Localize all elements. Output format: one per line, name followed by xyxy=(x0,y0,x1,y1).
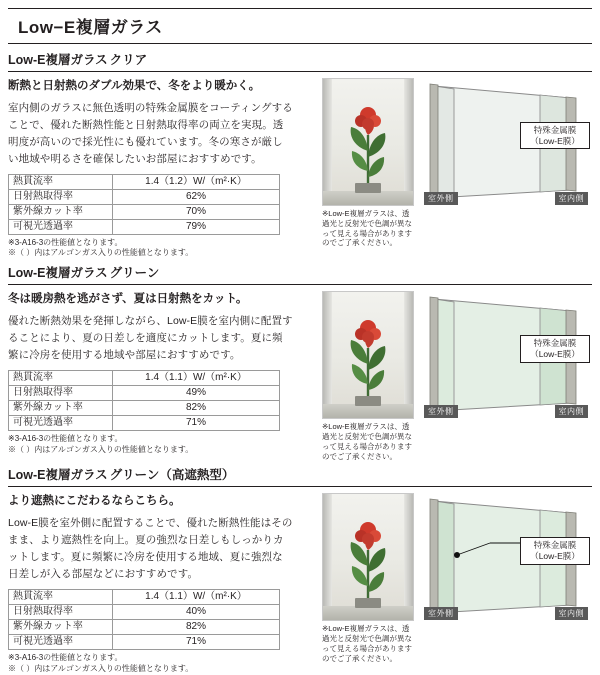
window-photo xyxy=(322,493,414,621)
spec-value: 1.4（1.1）W/（m²·K） xyxy=(113,589,280,604)
footnote: ※3-A16-3の性能値となります。 xyxy=(8,652,123,662)
page-title: Low−E複層ガラス xyxy=(18,18,163,37)
section-figure-column xyxy=(293,78,592,248)
document-page xyxy=(0,8,600,673)
spec-key: 可視光透過率 xyxy=(9,415,113,430)
section-description: 優れた断熱効果を発揮しながら、Low-E膜を室内側に配置することにより、夏の日差しを適度にカットします。夏に頻繁に冷房を使用する地域や部屋におすすめです。 xyxy=(8,314,293,361)
section-description: Low-E膜を室外側に配置することで、優れた断熱性能はそのまま、より遮熱性を向上。夏の強烈な日差しもしっかりカットします。夏に頻繁に冷房を使用する地域、夏に強烈な日差しが入る部屋などにおすすめです。 xyxy=(8,516,293,580)
window-photo xyxy=(322,291,414,419)
coating-label-line1: 特殊金属膜 xyxy=(533,125,577,135)
section-lead: 冬は暖房熱を逃がさず、夏は日射熱をカット。 xyxy=(8,293,248,306)
spec-key: 日射熱取得率 xyxy=(9,385,113,400)
spec-value: 1.4（1.2）W/（m²·K） xyxy=(113,174,280,189)
table-row xyxy=(9,589,280,604)
outside-tag: 室外側 xyxy=(424,192,458,205)
window-frame-right xyxy=(404,292,413,418)
window-photo-block xyxy=(322,78,414,248)
footnotes xyxy=(8,434,293,456)
section-heading xyxy=(8,263,592,285)
section-text-column xyxy=(8,291,293,455)
spec-value: 82% xyxy=(113,619,280,634)
photo-caption-note: ※Low-E複層ガラスは、透過光と反射光で色調が異なって見える場合がありますのでご了承ください。 xyxy=(322,422,412,461)
table-row xyxy=(9,634,280,649)
section-variant: グリーン（高遮熱型） xyxy=(109,468,235,483)
footnote: ※（ ）内はアルゴンガス入りの性能値となります。 xyxy=(8,663,194,673)
table-row xyxy=(9,619,280,634)
coating-label-line1: 特殊金属膜 xyxy=(533,540,577,551)
coating-label-line2: （Low-E膜） xyxy=(530,550,580,561)
table-row xyxy=(9,400,280,415)
footnote: ※3-A16-3の性能値となります。 xyxy=(8,433,123,443)
section-text-column xyxy=(8,493,293,674)
coating-label xyxy=(520,122,590,149)
glass-cross-section-diagram xyxy=(420,291,592,419)
section-variant: クリア xyxy=(109,53,148,67)
footnotes xyxy=(8,238,293,260)
spec-table xyxy=(8,589,280,650)
spec-key: 紫外線カット率 xyxy=(9,619,113,634)
window-frame-right xyxy=(404,79,413,205)
section-text-column xyxy=(8,78,293,259)
section-lead: より遮熱にこだわるならこちら。 xyxy=(8,495,181,508)
outside-tag: 室外側 xyxy=(424,607,458,620)
spec-value: 70% xyxy=(113,204,280,219)
photo-caption-note: ※Low-E複層ガラスは、透過光と反射光で色調が異なって見える場合がありますのでご了承ください。 xyxy=(322,624,412,663)
section-description: 室内側のガラスに無色透明の特殊金属膜をコーティングすることで、優れた断熱性能と日射熱取得率の両立を実現。透明度が高いので採光性にも優れています。冬の寒さが厳しい地域や明るさを確保したいお部屋におすすめです。 xyxy=(8,101,293,165)
inside-tag: 室内側 xyxy=(555,192,589,205)
plant-illustration xyxy=(337,91,399,195)
spec-value: 71% xyxy=(113,415,280,430)
section-name: Low-E複層ガラス xyxy=(8,53,108,67)
section-heading xyxy=(8,465,592,487)
spec-key: 熱貫流率 xyxy=(9,174,113,189)
window-frame-left xyxy=(323,494,332,620)
coating-label xyxy=(520,537,590,564)
spec-value: 40% xyxy=(113,604,280,619)
table-row xyxy=(9,370,280,385)
page-title-bar xyxy=(8,8,592,44)
footnote: ※（ ）内はアルゴンガス入りの性能値となります。 xyxy=(8,248,194,258)
section-lead: 断熱と日射熱のダブル効果で、冬をより暖かく。 xyxy=(8,80,261,92)
inside-tag: 室内側 xyxy=(555,405,589,418)
spec-key: 紫外線カット率 xyxy=(9,204,113,219)
table-row xyxy=(9,604,280,619)
spec-value: 79% xyxy=(113,219,280,234)
glass-cross-section-diagram xyxy=(420,493,592,621)
plant-illustration xyxy=(337,304,399,408)
footnote: ※（ ）内はアルゴンガス入りの性能値となります。 xyxy=(8,444,194,454)
spec-key: 熱貫流率 xyxy=(9,370,113,385)
section-heading xyxy=(8,50,592,72)
spec-key: 可視光透過率 xyxy=(9,219,113,234)
spec-key: 可視光透過率 xyxy=(9,634,113,649)
table-row xyxy=(9,415,280,430)
table-row xyxy=(9,219,280,234)
coating-label xyxy=(520,335,590,362)
spec-value: 82% xyxy=(113,400,280,415)
table-row xyxy=(9,189,280,204)
table-row xyxy=(9,204,280,219)
section-variant: グリーン xyxy=(109,266,160,281)
spec-key: 日射熱取得率 xyxy=(9,604,113,619)
photo-caption-note: ※Low-E複層ガラスは、透過光と反射光で色調が異なって見える場合がありますのでご了承ください。 xyxy=(322,209,412,248)
window-frame-left xyxy=(323,292,332,418)
coating-label-line1: 特殊金属膜 xyxy=(533,338,577,349)
section-name: Low-E複層ガラス xyxy=(8,266,108,281)
outside-tag: 室外側 xyxy=(424,405,458,418)
plant-illustration xyxy=(337,506,399,610)
window-photo xyxy=(322,78,414,206)
spec-key: 日射熱取得率 xyxy=(9,189,113,204)
window-photo-block xyxy=(322,493,414,663)
section-lowe-green xyxy=(8,263,592,461)
coating-label-line2: （Low-E膜） xyxy=(530,348,580,359)
spec-key: 熱貫流率 xyxy=(9,589,113,604)
spec-key: 紫外線カット率 xyxy=(9,400,113,415)
section-figure-column xyxy=(293,493,592,663)
section-figure-column xyxy=(293,291,592,461)
spec-value: 62% xyxy=(113,189,280,204)
spec-value: 1.4（1.1）W/（m²·K） xyxy=(113,370,280,385)
spec-value: 71% xyxy=(113,634,280,649)
section-name: Low-E複層ガラス xyxy=(8,468,108,483)
window-frame-left xyxy=(323,79,332,205)
table-row xyxy=(9,385,280,400)
glass-cross-section-diagram xyxy=(420,78,592,206)
window-frame-right xyxy=(404,494,413,620)
spec-value: 49% xyxy=(113,385,280,400)
spec-table xyxy=(8,174,280,235)
table-row xyxy=(9,174,280,189)
section-lowe-clear xyxy=(8,50,592,259)
section-lowe-green-high-shield xyxy=(8,465,592,674)
spec-table xyxy=(8,370,280,431)
footnotes xyxy=(8,653,293,675)
footnote: ※3-A16-3の性能値となります。 xyxy=(8,237,123,247)
coating-label-line2: （Low-E膜） xyxy=(530,135,580,146)
window-photo-block xyxy=(322,291,414,461)
inside-tag: 室内側 xyxy=(555,607,589,620)
